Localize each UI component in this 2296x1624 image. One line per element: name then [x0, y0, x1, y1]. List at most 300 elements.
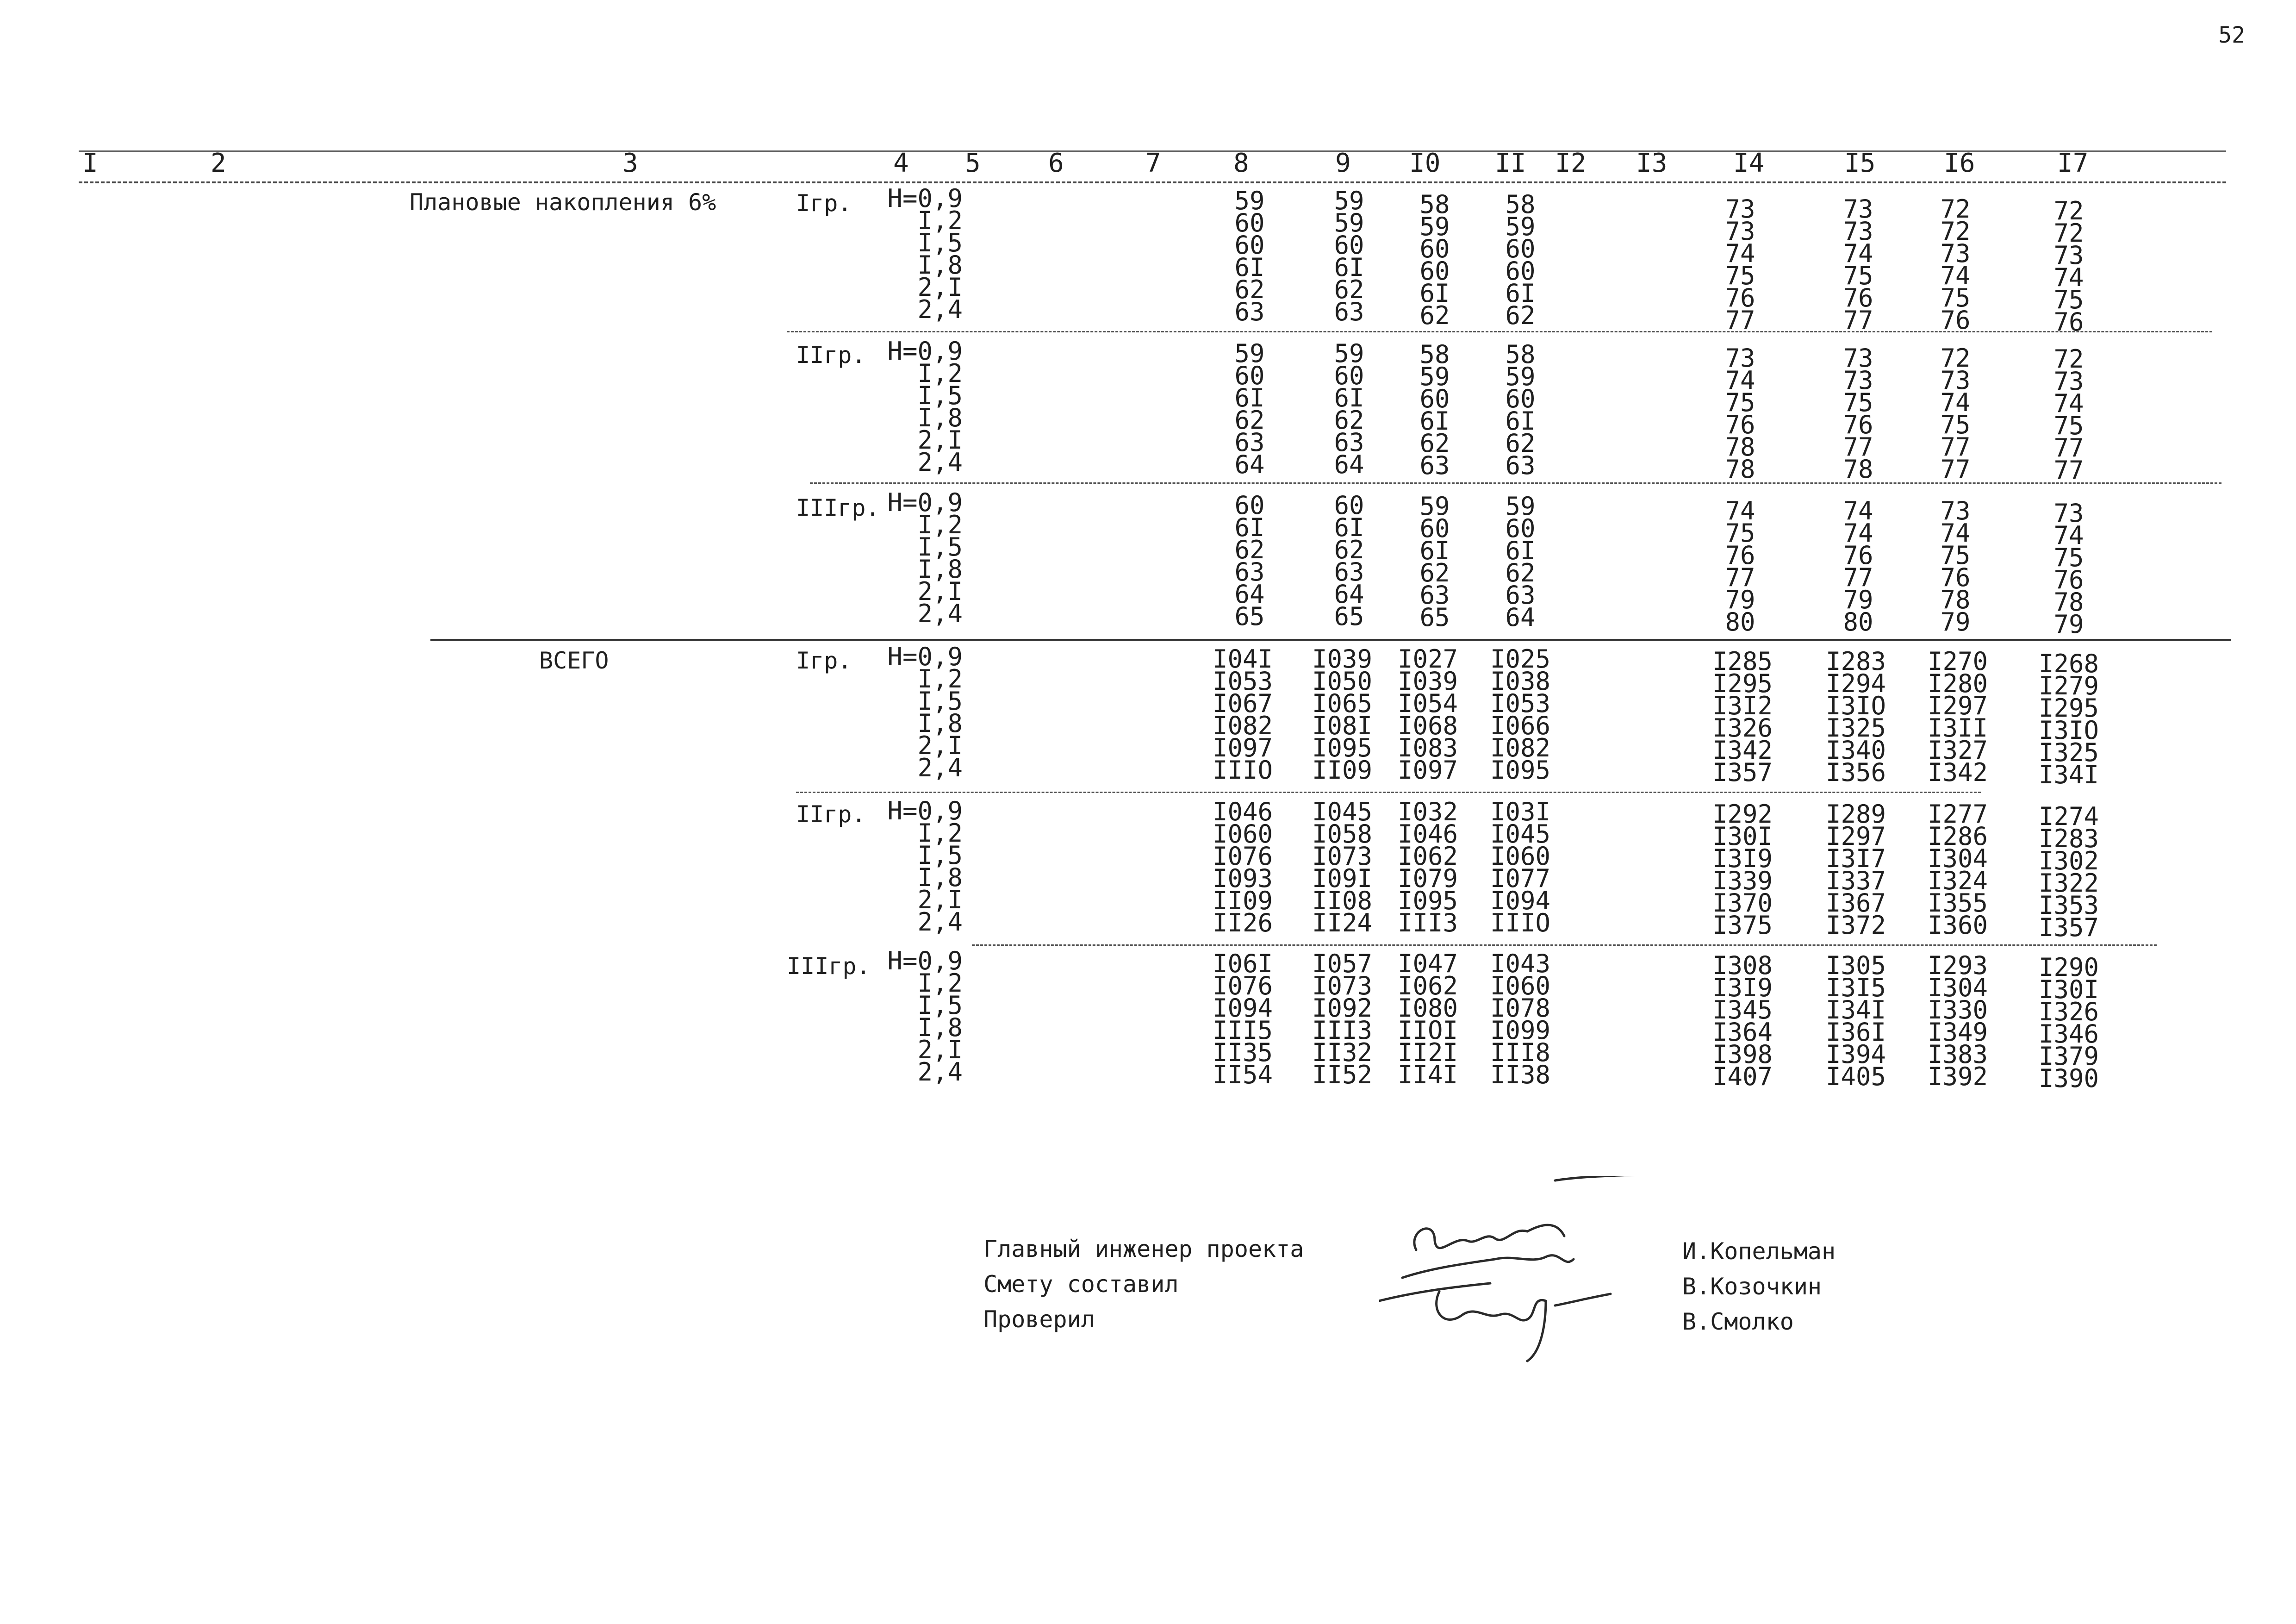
cell: II35: [1212, 1038, 1273, 1067]
cell: I326: [2038, 997, 2099, 1026]
cell: 78: [2053, 587, 2084, 617]
cell: I038: [1490, 667, 1551, 696]
height-value: I,8: [917, 250, 963, 280]
col17-values: [2032, 802, 2106, 942]
cell: 63: [1505, 581, 1536, 610]
cell: 74: [2053, 263, 2084, 292]
cell: I342: [1712, 736, 1773, 765]
cell: 62: [1334, 406, 1364, 435]
cell: I36I: [1825, 1018, 1886, 1047]
cell: 6I: [1505, 279, 1536, 308]
cell: I066: [1490, 711, 1551, 740]
cell: I295: [1712, 669, 1773, 698]
cell: I065: [1312, 689, 1373, 718]
cell: 74: [1940, 261, 1971, 290]
col9-values: [1321, 339, 1377, 479]
role-estimate-author: Смету составил: [983, 1271, 1179, 1298]
cell: 63: [1419, 581, 1450, 610]
col8-values: [1206, 644, 1280, 785]
cell: 60: [1234, 208, 1265, 237]
cell: 6I: [1419, 536, 1450, 565]
cell: 63: [1419, 451, 1450, 480]
header-bottom-rule: [79, 181, 2226, 183]
cell: 59: [1234, 186, 1265, 215]
cell: I077: [1490, 864, 1551, 893]
height-value: 2,4: [917, 753, 963, 782]
signature-names: [1682, 1234, 1836, 1339]
cell: I390: [2038, 1064, 2099, 1093]
cell: 59: [1505, 492, 1536, 521]
cell: 62: [1505, 429, 1536, 458]
col10-values: [1407, 492, 1462, 632]
cell: I067: [1212, 689, 1273, 718]
height-value: 2,4: [917, 295, 963, 324]
cell: I095: [1312, 733, 1373, 762]
height-value: H=0,9: [887, 642, 963, 671]
height-value: 2,I: [917, 731, 963, 760]
col8-values: [1222, 186, 1277, 326]
cell: I099: [1490, 1016, 1551, 1045]
name-kopelman: И.Копельман: [1682, 1238, 1836, 1265]
cell: 73: [1940, 366, 1971, 395]
cell: II52: [1312, 1060, 1373, 1089]
group-separator: [796, 792, 1981, 793]
col-header-6: 6: [1048, 148, 1064, 178]
height-value: I,2: [917, 206, 963, 235]
section-separator: [430, 639, 2231, 641]
cell: I032: [1397, 797, 1458, 826]
height-value: I,2: [917, 510, 963, 539]
cell: I3I5: [1825, 973, 1886, 1002]
cell: I039: [1312, 644, 1373, 674]
cell: 74: [1725, 366, 1755, 395]
cell: 62: [1419, 429, 1450, 458]
cell: 60: [1234, 361, 1265, 390]
cell: 59: [1505, 212, 1536, 241]
col9-values: [1305, 644, 1379, 785]
cell: I093: [1212, 864, 1273, 893]
cell: II54: [1212, 1060, 1273, 1089]
cell: 59: [1419, 492, 1450, 521]
cell: I3I9: [1712, 844, 1773, 873]
height-value: 2,4: [917, 1057, 963, 1087]
cell: 59: [1505, 362, 1536, 391]
col-header-7: 7: [1145, 148, 1161, 178]
col17-values: [2041, 499, 2097, 639]
cell: 75: [1940, 283, 1971, 312]
col17-values: [2041, 196, 2097, 337]
cell: 77: [2053, 456, 2084, 485]
page-number: 52: [2218, 22, 2245, 48]
cell: 75: [2053, 543, 2084, 572]
cell: 75: [2053, 411, 2084, 440]
col-header-12: I2: [1555, 148, 1587, 178]
cell: 75: [1940, 541, 1971, 570]
cell: I292: [1712, 800, 1773, 829]
cell: 58: [1505, 340, 1536, 369]
height-value: I,8: [917, 555, 963, 584]
col10-values: [1391, 949, 1465, 1089]
col16-values: [1928, 344, 1983, 484]
cell: 77: [1940, 432, 1971, 462]
height-value: 2,I: [917, 1035, 963, 1064]
cell: 80: [1725, 607, 1755, 637]
cell: 73: [1940, 496, 1971, 525]
cell: 73: [1843, 217, 1873, 246]
cell: 74: [1843, 496, 1873, 525]
cell: I095: [1397, 886, 1458, 915]
col11-values: [1493, 492, 1548, 632]
cell: I30I: [1712, 822, 1773, 851]
cell: 63: [1234, 557, 1265, 587]
cell: 64: [1334, 580, 1364, 609]
cell: I379: [2038, 1042, 2099, 1071]
cell: I09I: [1312, 864, 1373, 893]
name-smolko: В.Смолко: [1682, 1308, 1794, 1335]
cell: 60: [1334, 491, 1364, 520]
cell: 6I: [1505, 406, 1536, 436]
cell: 59: [1234, 339, 1265, 368]
cell: I285: [1712, 647, 1773, 676]
col14-values: [1712, 496, 1768, 637]
cell: I092: [1312, 993, 1373, 1023]
cell: 63: [1234, 297, 1265, 326]
cell: 79: [1940, 607, 1971, 637]
cell: 62: [1505, 558, 1536, 587]
cell: 65: [1234, 602, 1265, 631]
cell: I370: [1712, 888, 1773, 918]
cell: 76: [1940, 563, 1971, 592]
cell: I305: [1825, 951, 1886, 980]
cell: 75: [1725, 388, 1755, 417]
cell: I027: [1397, 644, 1458, 674]
cell: I04I: [1212, 644, 1273, 674]
col-header-14: I4: [1733, 148, 1765, 178]
cell: 62: [1234, 535, 1265, 564]
cell: II09: [1312, 756, 1373, 785]
cell: I326: [1712, 713, 1773, 743]
cell: I392: [1927, 1062, 1988, 1091]
col-header-5: 5: [965, 148, 981, 178]
cell: I053: [1212, 667, 1273, 696]
cell: 76: [1725, 283, 1755, 312]
height-value: I,5: [917, 228, 963, 257]
group-label: IIIгр.: [787, 953, 871, 980]
col10-values: [1391, 644, 1465, 785]
col14-values: [1705, 647, 1780, 787]
height-value: H=0,9: [887, 946, 963, 975]
cell: 6I: [1334, 383, 1364, 412]
cell: I3IO: [2038, 716, 2099, 745]
cell: 60: [1505, 234, 1536, 263]
height-value: H=0,9: [887, 488, 963, 517]
cell: I062: [1397, 971, 1458, 1000]
cell: 73: [2053, 241, 2084, 270]
cell: 75: [1725, 261, 1755, 290]
height-value: I,8: [917, 709, 963, 738]
height-value: I,2: [917, 968, 963, 998]
cell: 74: [1843, 518, 1873, 548]
col11-values: [1483, 797, 1557, 937]
cell: I297: [1825, 822, 1886, 851]
col-header-11: II: [1495, 148, 1526, 178]
group-separator: [787, 331, 2212, 332]
col9-values: [1321, 186, 1377, 326]
col11-values: [1483, 644, 1557, 785]
cell: 6I: [1419, 406, 1450, 436]
cell: 64: [1505, 603, 1536, 632]
col14-values: [1712, 194, 1768, 335]
cell: 64: [1234, 450, 1265, 479]
col14-values: [1705, 951, 1780, 1091]
cell: I295: [2038, 693, 2099, 723]
cell: I283: [2038, 824, 2099, 853]
col-header-9: 9: [1335, 148, 1351, 178]
cell: I046: [1212, 797, 1273, 826]
cell: I357: [2038, 913, 2099, 942]
cell: 6I: [1234, 383, 1265, 412]
cell: III8: [1490, 1038, 1551, 1067]
cell: I039: [1397, 667, 1458, 696]
cell: 79: [1843, 585, 1873, 614]
cell: IIIO: [1490, 908, 1551, 937]
height-value: I,8: [917, 1013, 963, 1042]
cell: 64: [1334, 450, 1364, 479]
cell: 60: [1505, 514, 1536, 543]
col-header-2: 2: [211, 148, 226, 178]
cell: 62: [1334, 535, 1364, 564]
cell: I289: [1825, 800, 1886, 829]
cell: 59: [1334, 339, 1364, 368]
col-header-4: 4: [893, 148, 909, 178]
cell: I060: [1490, 842, 1551, 871]
cell: I274: [2038, 802, 2099, 831]
cell: I082: [1212, 711, 1273, 740]
cell: 63: [1234, 428, 1265, 457]
group-label: Iгр.: [796, 647, 852, 674]
col17-values: [2032, 649, 2106, 789]
cell: 63: [1334, 428, 1364, 457]
cell: II2I: [1397, 1038, 1458, 1067]
cell: IIOI: [1397, 1016, 1458, 1045]
cell: I280: [1927, 669, 1988, 698]
cell: 62: [1334, 275, 1364, 304]
cell: 59: [1334, 208, 1364, 237]
cell: 77: [1725, 306, 1755, 335]
col8-values: [1222, 491, 1277, 631]
cell: I304: [1927, 844, 1988, 873]
cell: 6I: [1334, 513, 1364, 542]
group-label: Iгр.: [796, 190, 852, 217]
cell: I290: [2038, 953, 2099, 982]
cell: 74: [2053, 389, 2084, 418]
cell: 73: [1725, 194, 1755, 224]
cell: I095: [1490, 756, 1551, 785]
cell: 6I: [1505, 536, 1536, 565]
col-header-15: I5: [1844, 148, 1876, 178]
cell: I073: [1312, 842, 1373, 871]
cell: 72: [2053, 344, 2084, 374]
cell: I3I2: [1712, 691, 1773, 720]
cell: I394: [1825, 1040, 1886, 1069]
col10-values: [1407, 190, 1462, 330]
cell: II24: [1312, 908, 1373, 937]
cell: I058: [1312, 819, 1373, 849]
cell: I046: [1397, 819, 1458, 849]
cell: 75: [2053, 285, 2084, 314]
cell: I342: [1927, 758, 1988, 787]
col15-values: [1830, 496, 1886, 637]
cell: I277: [1927, 800, 1988, 829]
col9-values: [1321, 491, 1377, 631]
col16-values: [1921, 647, 1995, 787]
section-title-planned: Плановые накопления 6%: [410, 189, 716, 216]
cell: I372: [1825, 911, 1886, 940]
group-label: IIIгр.: [796, 494, 880, 521]
cell: I283: [1825, 647, 1886, 676]
cell: I078: [1490, 993, 1551, 1023]
cell: 75: [1843, 388, 1873, 417]
handwritten-signatures: [1379, 1176, 1666, 1380]
cell: 76: [1843, 283, 1873, 312]
cell: 74: [1843, 239, 1873, 268]
height-column: [879, 337, 963, 477]
col-header-3: 3: [622, 148, 638, 178]
col-header-1: I: [82, 148, 98, 178]
cell: IIIO: [1212, 756, 1273, 785]
cell: 60: [1334, 231, 1364, 260]
cell: 76: [1843, 541, 1873, 570]
col15-values: [1830, 344, 1886, 484]
group-separator: [972, 944, 2157, 946]
cell: I03I: [1490, 797, 1551, 826]
cell: I062: [1397, 842, 1458, 871]
cell: 75: [1843, 261, 1873, 290]
cell: 73: [1843, 344, 1873, 373]
cell: 73: [2053, 499, 2084, 528]
height-value: I,5: [917, 991, 963, 1020]
cell: 79: [2053, 610, 2084, 639]
cell: I405: [1825, 1062, 1886, 1091]
cell: 6I: [1234, 253, 1265, 282]
col8-values: [1206, 949, 1280, 1089]
cell: 73: [1843, 366, 1873, 395]
col-header-16: I6: [1944, 148, 1975, 178]
cell: I364: [1712, 1018, 1773, 1047]
cell: II4I: [1397, 1060, 1458, 1089]
cell: 60: [1419, 234, 1450, 263]
height-value: I,5: [917, 381, 963, 410]
cell: I076: [1212, 842, 1273, 871]
col16-values: [1928, 194, 1983, 335]
cell: 62: [1505, 301, 1536, 330]
cell: 72: [2053, 196, 2084, 225]
cell: I340: [1825, 736, 1886, 765]
cell: I322: [2038, 868, 2099, 898]
height-value: 2,I: [917, 273, 963, 302]
cell: I050: [1312, 667, 1373, 696]
cell: I357: [1712, 758, 1773, 787]
cell: 73: [1725, 217, 1755, 246]
col11-values: [1483, 949, 1557, 1089]
cell: II08: [1312, 886, 1373, 915]
cell: 60: [1505, 384, 1536, 413]
col-header-13: I3: [1636, 148, 1668, 178]
height-value: I,5: [917, 687, 963, 716]
cell: 60: [1234, 491, 1265, 520]
col11-values: [1493, 340, 1548, 480]
cell: 78: [1843, 455, 1873, 484]
col8-values: [1206, 797, 1280, 937]
section-title-total: ВСЕГО: [539, 647, 609, 674]
cell: I268: [2038, 649, 2099, 678]
cell: 60: [1419, 514, 1450, 543]
cell: 74: [2053, 521, 2084, 550]
cell: 63: [1334, 557, 1364, 587]
col15-values: [1819, 647, 1893, 787]
col8-values: [1222, 339, 1277, 479]
cell: 60: [1234, 231, 1265, 260]
cell: I279: [2038, 671, 2099, 700]
cell: I079: [1397, 864, 1458, 893]
col9-values: [1305, 797, 1379, 937]
cell: I308: [1712, 951, 1773, 980]
height-column: [879, 488, 963, 628]
height-column: [879, 184, 963, 324]
cell: I082: [1490, 733, 1551, 762]
cell: 73: [1725, 344, 1755, 373]
group-label: IIгр.: [796, 801, 866, 828]
cell: 77: [1725, 563, 1755, 592]
cell: 6I: [1334, 253, 1364, 282]
cell: 76: [1725, 410, 1755, 439]
cell: 77: [1940, 455, 1971, 484]
cell: II38: [1490, 1060, 1551, 1089]
col17-values: [2032, 953, 2106, 1093]
cell: I3IO: [1825, 691, 1886, 720]
cell: II32: [1312, 1038, 1373, 1067]
height-value: 2,I: [917, 885, 963, 914]
cell: I345: [1712, 995, 1773, 1024]
cell: I057: [1312, 949, 1373, 978]
cell: I339: [1712, 866, 1773, 895]
height-value: I,2: [917, 818, 963, 848]
cell: I325: [1825, 713, 1886, 743]
cell: 58: [1505, 190, 1536, 219]
height-value: H=0,9: [887, 337, 963, 366]
cell: 74: [1940, 388, 1971, 417]
cell: II09: [1212, 886, 1273, 915]
cell: 62: [1419, 301, 1450, 330]
cell: 73: [1843, 194, 1873, 224]
cell: 73: [1940, 239, 1971, 268]
col16-values: [1921, 800, 1995, 940]
cell: 78: [1940, 585, 1971, 614]
role-chief-engineer: Главный инженер проекта: [983, 1236, 1304, 1262]
cell: I3I9: [1712, 973, 1773, 1002]
name-kozochkin: В.Козочкин: [1682, 1273, 1822, 1300]
cell: I08I: [1312, 711, 1373, 740]
cell: 6I: [1234, 513, 1265, 542]
cell: 59: [1419, 362, 1450, 391]
height-value: I,2: [917, 664, 963, 693]
cell: I30I: [2038, 975, 2099, 1004]
cell: I375: [1712, 911, 1773, 940]
cell: 73: [2053, 367, 2084, 396]
cell: 72: [1940, 194, 1971, 224]
cell: I080: [1397, 993, 1458, 1023]
cell: 72: [1940, 344, 1971, 373]
